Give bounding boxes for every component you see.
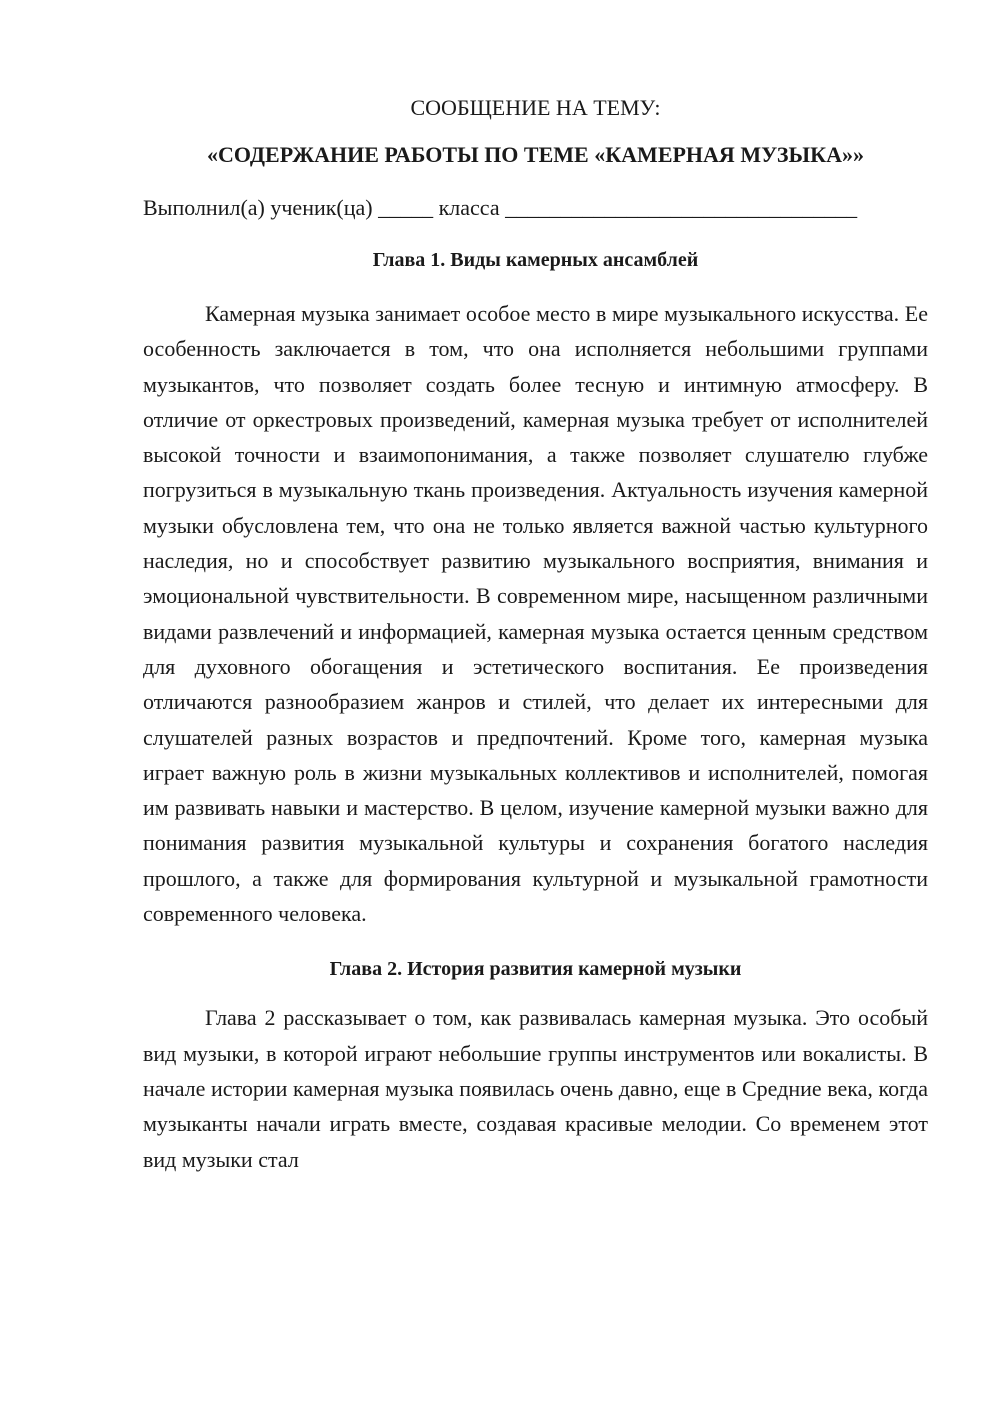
chapter-1-paragraph: Камерная музыка занимает особое место в мире музыкального искусства. Ее особенность заключается в том, что она исполняется небольшими группами музыкантов, что позволяет создать более тесную и интимную атмосферу. В отличие от оркестровых произведений, камерная музыка требует от исполнителей высокой точности и взаимопонимания, а также позволяет слушателю глубже погрузиться в музыкальную ткань произведения. Актуальность изучения камерной музыки обусловлена тем, что она не только является важной частью культурного наследия, но и способствует развитию музыкального восприятия, внимания и эмоциональной чувствительности. В современном мире, насыщенном различными видами развлечений и информацией, камерная музыка остается ценным средством для духовного обогащения и эстетического воспитания. Ее произведения отличаются разнообразием жанров и стилей, что делает их интересными для слушателей разных возрастов и предпочтений. Кроме того, камерная музыка играет важную роль в жизни музыкальных коллективов и исполнителей, помогая им развивать навыки и мастерство. В целом, изучение камерной музыки важно для понимания развития музыкальной культуры и сохранения богатого наследия прошлого, а также для формирования культурной и музыкальной грамотности современного человека. xyxy=(143,301,928,927)
document-header-line-1: СООБЩЕНИЕ НА ТЕМУ: xyxy=(410,95,661,120)
document-page xyxy=(143,93,928,1177)
chapter-1-title: Глава 1. Виды камерных ансамблей xyxy=(372,249,699,271)
chapter-2-paragraph: Глава 2 рассказывает о том, как развивалась камерная музыка. Это особый вид музыки, в которой играют небольшие группы инструментов или вокалисты. В начале истории камерная музыка появилась очень давно, еще в Средние века, когда музыканты начали играть вместе, создавая красивые мелодии. Со временем этот вид музыки стал xyxy=(143,1005,928,1172)
chapter-2-title: Глава 2. История развития камерной музыки xyxy=(329,958,742,981)
author-line: Выполнил(а) ученик(ца) _____ класса ________________________________ xyxy=(143,195,858,220)
document-title: «СОДЕРЖАНИЕ РАБОТЫ ПО ТЕМЕ «КАМЕРНАЯ МУЗЫКА»» xyxy=(206,142,864,167)
